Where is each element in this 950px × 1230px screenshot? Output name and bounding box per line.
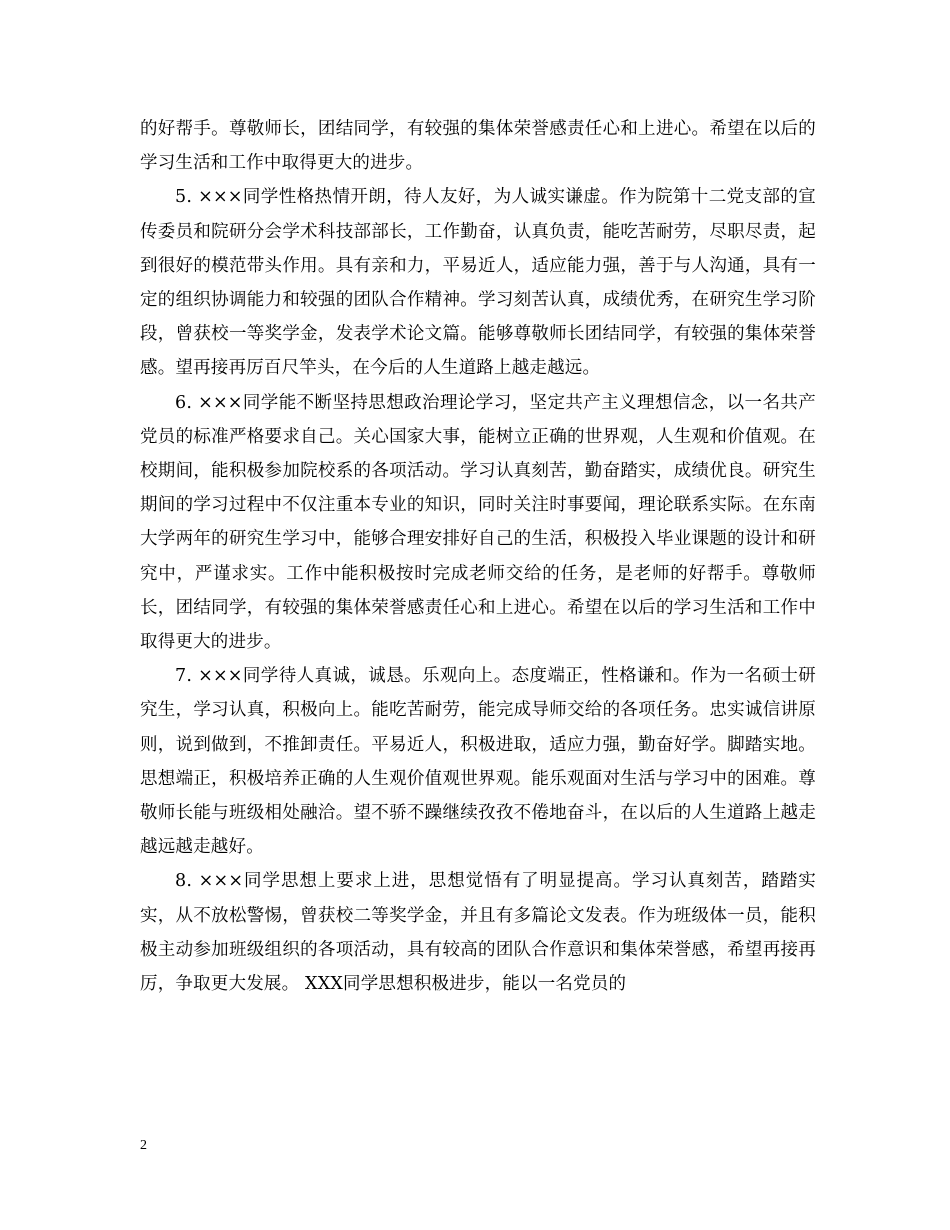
document-body xyxy=(140,112,816,1001)
paragraph-item-7: 7. ×××同学待人真诚，诚恳。乐观向上。态度端正，性格谦和。作为一名硕士研究生，学习认真，积极向上。能吃苦耐劳，能完成导师交给的各项任务。忠实诚信讲原则，说到做到，不推卸责任。平易近人，积极进取，适应力强，勤奋好学。脚踏实地。思想端正，积极培养正确的人生观价值观世界观。能乐观面对生活与学习中的困难。尊敬师长能与班级相处融洽。望不骄不躁继续孜孜不倦地奋斗，在以后的人生道路上越走越远越走越好。 xyxy=(140,666,816,858)
paragraph-item-5: 5. ×××同学性格热情开朗，待人友好，为人诚实谦虚。作为院第十二党支部的宣传委员和院研分会学术科技部部长，工作勤奋，认真负责，能吃苦耐劳，尽职尽责，起到很好的模范带头作用。具有亲和力，平易近人，适应能力强，善于与人沟通，具有一定的组织协调能力和较强的团队合作精神。学习刻苦认真，成绩优秀，在研究生学习阶段，曾获校一等奖学金，发表学术论文篇。能够尊敬师长团结同学，有较强的集体荣誉感。望再接再厉百尺竿头，在今后的人生道路上越走越远。 xyxy=(140,187,816,379)
paragraph-continuation: 的好帮手。尊敬师长，团结同学，有较强的集体荣誉感责任心和上进心。希望在以后的学习生活和工作中取得更大的进步。 xyxy=(140,119,816,174)
paragraph-item-6: 6. ×××同学能不断坚持思想政治理论学习，坚定共产主义理想信念，以一名共产党员的标准严格要求自己。关心国家大事，能树立正确的世界观，人生观和价值观。在校期间，能积极参加院校系的各项活动。学习认真刻苦，勤奋踏实，成绩优良。研究生期间的学习过程中不仅注重本专业的知识，同时关注时事要闻，理论联系实际。在东南大学两年的研究生学习中，能够合理安排好自己的生活，积极投入毕业课题的设计和研究中，严谨求实。工作中能积极按时完成老师交给的任务，是老师的好帮手。尊敬师长，团结同学，有较强的集体荣誉感责任心和上进心。希望在以后的学习生活和工作中取得更大的进步。 xyxy=(140,392,816,653)
paragraph-item-8: 8. ×××同学思想上要求上进，思想觉悟有了明显提高。学习认真刻苦，踏踏实实，从不放松警惕，曾获校二等奖学金，并且有多篇论文发表。作为班级体一员，能积极主动参加班级组织的各项活动，具有较高的团队合作意识和集体荣誉感，希望再接再厉，争取更大发展。 XXX同学思想积极进步，能以一名党员的 xyxy=(140,871,816,995)
page-number: 2 xyxy=(140,1138,147,1153)
